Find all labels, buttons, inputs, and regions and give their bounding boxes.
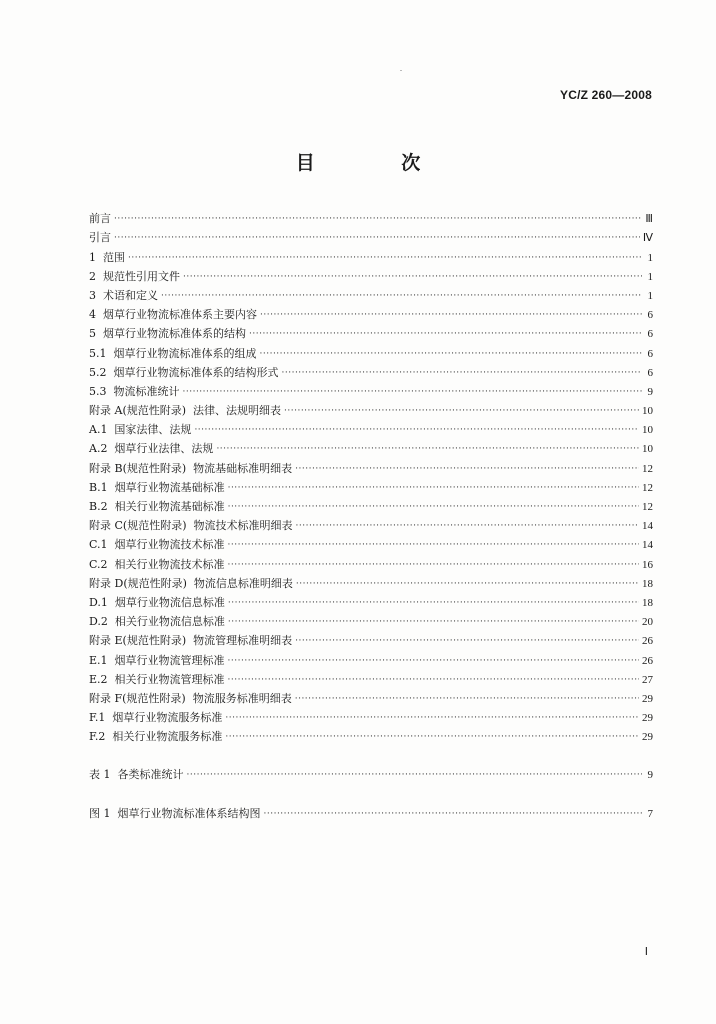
toc-entry-page: 29 — [642, 692, 653, 705]
toc-entry-page: 18 — [642, 596, 653, 609]
toc-entry — [89, 361, 653, 380]
toc-entry-page: 1 — [647, 270, 653, 283]
toc-entry-label: B.2 相关行业物流基础标准 — [89, 500, 225, 513]
toc-leader-dots — [225, 711, 639, 725]
toc-entry-page: 10 — [642, 405, 653, 418]
toc-leader-dots — [296, 577, 639, 591]
toc-entry — [89, 552, 653, 571]
toc-entry — [89, 418, 653, 437]
toc-entry-label: D.2 相关行业物流信息标准 — [89, 615, 225, 629]
toc-leader-dots — [228, 596, 639, 610]
toc-entry-label: 4 烟草行业物流标准体系主要内容 — [89, 308, 257, 322]
toc-entry-page: 9 — [647, 385, 653, 398]
toc-entry-page: Ⅳ — [642, 232, 653, 245]
toc-leader-dots — [114, 231, 640, 245]
toc-leader-dots — [161, 289, 642, 303]
toc-entry-page: 26 — [642, 635, 653, 648]
toc-entry-label: F.2 相关行业物流服务标准 — [89, 730, 223, 744]
toc-entry-label: E.1 烟草行业物流管理标准 — [89, 653, 225, 667]
toc-entry-label: 1 范围 — [89, 250, 125, 264]
toc-entry — [89, 533, 653, 552]
toc-entry-label: 附录 E(规范性附录) 物流管理标准明细表 — [89, 634, 293, 648]
toc-leader-dots — [284, 404, 639, 418]
toc-entry — [89, 284, 653, 303]
toc-entry-page: 29 — [642, 712, 653, 725]
toc-leader-dots — [228, 538, 639, 552]
toc-entry — [89, 380, 653, 399]
toc-leader-dots — [228, 481, 639, 495]
toc-entry — [89, 245, 653, 264]
toc-leader-dots — [228, 558, 639, 572]
toc-leader-dots — [228, 615, 639, 629]
toc-entry-label: C.1 烟草行业物流技术标准 — [89, 538, 225, 552]
toc-entry-page: 20 — [642, 616, 653, 629]
toc-entry-page: 29 — [642, 731, 653, 744]
toc-entry — [89, 668, 653, 687]
toc-leader-dots — [128, 251, 642, 265]
toc-entry-label: 表 1 各类标准统计 — [89, 768, 184, 782]
toc-entry-label: A.2 烟草行业法律、法规 — [89, 442, 214, 456]
toc-entry-label: 图 1 烟草行业物流标准体系结构图 — [89, 806, 261, 820]
toc-entry-page: Ⅲ — [645, 213, 653, 226]
toc-entry — [89, 226, 653, 245]
toc-entry-label: 2 规范性引用文件 — [89, 269, 180, 283]
toc-entry-page: 14 — [642, 539, 653, 552]
toc-leader-dots — [187, 768, 643, 782]
toc-entry-page: 1 — [647, 289, 653, 302]
document-code: YC/Z 260—2008 — [560, 88, 652, 102]
toc-entry-label: A.1 国家法律、法规 — [89, 423, 192, 437]
toc-entry-page: 10 — [642, 424, 653, 437]
toc-entry-page: 26 — [642, 654, 653, 667]
toc-leader-dots — [260, 347, 643, 361]
toc-entry-page: 6 — [647, 309, 653, 322]
toc-entry — [89, 610, 653, 629]
toc-leader-dots — [228, 500, 639, 514]
toc-entry-page: 12 — [642, 501, 653, 513]
toc-entry — [89, 476, 653, 495]
toc-spacer — [89, 782, 653, 801]
toc-entry-page: 6 — [647, 328, 653, 341]
scan-speck — [400, 70, 402, 71]
toc-entry-label: B.1 烟草行业物流基础标准 — [89, 480, 225, 494]
toc-leader-dots — [216, 442, 639, 456]
toc-leader-dots — [264, 807, 643, 821]
toc-entry-label: F.1 烟草行业物流服务标准 — [89, 711, 223, 725]
toc-leader-dots — [183, 270, 642, 284]
toc-entry-label: 5.2 烟草行业物流标准体系的结构形式 — [89, 365, 279, 379]
toc-entry-page: 18 — [642, 577, 653, 590]
toc-entry-label: D.1 烟草行业物流信息标准 — [89, 595, 225, 609]
toc-entry-label: 前言 — [89, 212, 111, 226]
toc-entry-label: 5.3 物流标准统计 — [89, 384, 180, 398]
toc-leader-dots — [282, 366, 643, 380]
toc-figures-section — [89, 801, 653, 820]
toc-leader-dots — [295, 692, 639, 706]
toc-entry — [89, 303, 653, 322]
toc-main-section — [89, 207, 653, 744]
toc-leader-dots — [260, 308, 642, 322]
toc-entry — [89, 322, 653, 341]
toc-entry-page: 12 — [642, 481, 653, 494]
toc-entry — [89, 687, 653, 706]
toc-entry-page: 16 — [642, 558, 653, 571]
toc-entry — [89, 514, 653, 533]
table-of-contents — [89, 207, 653, 821]
toc-leader-dots — [228, 673, 639, 687]
toc-entry-label: 5 烟草行业物流标准体系的结构 — [89, 327, 246, 341]
toc-entry — [89, 437, 653, 456]
toc-entry — [89, 572, 653, 591]
toc-entry-label: 附录 C(规范性附录) 物流技术标准明细表 — [89, 519, 293, 533]
toc-entry — [89, 456, 653, 475]
toc-entry — [89, 725, 653, 744]
toc-entry-label: 5.1 烟草行业物流标准体系的组成 — [89, 346, 257, 360]
toc-entry — [89, 591, 653, 610]
toc-tables-section — [89, 763, 653, 782]
toc-leader-dots — [249, 327, 642, 341]
toc-entry-label: 3 术语和定义 — [89, 288, 158, 302]
toc-entry-label: 附录 B(规范性附录) 物流基础标准明细表 — [89, 461, 293, 475]
toc-entry-page: 12 — [642, 462, 653, 475]
toc-leader-dots — [225, 730, 639, 744]
toc-entry — [89, 648, 653, 667]
toc-entry-label: 引言 — [89, 231, 111, 245]
toc-leader-dots — [183, 385, 643, 399]
toc-entry-page: 9 — [647, 769, 653, 782]
toc-entry-label: 附录 F(规范性附录) 物流服务标准明细表 — [89, 691, 292, 705]
toc-entry-label: 附录 A(规范性附录) 法律、法规明细表 — [89, 404, 282, 418]
toc-entry — [89, 495, 653, 514]
toc-entry — [89, 265, 653, 284]
toc-entry-label: E.2 相关行业物流管理标准 — [89, 672, 225, 686]
toc-entry-label: C.2 相关行业物流技术标准 — [89, 557, 225, 571]
toc-entry-page: 14 — [642, 520, 653, 533]
toc-entry — [89, 763, 653, 782]
toc-entry-page: 6 — [647, 366, 653, 379]
toc-leader-dots — [295, 462, 639, 476]
toc-entry-page: 1 — [647, 251, 653, 264]
toc-leader-dots — [194, 423, 639, 437]
toc-entry-page: 27 — [642, 673, 653, 686]
toc-entry-page: 6 — [647, 347, 653, 360]
page-number: Ⅰ — [644, 946, 648, 958]
toc-entry — [89, 207, 653, 226]
toc-leader-dots — [228, 654, 639, 668]
toc-entry-page: 10 — [642, 443, 653, 456]
page-title: 目 次 — [295, 152, 461, 174]
toc-entry — [89, 629, 653, 648]
toc-entry — [89, 399, 653, 418]
toc-leader-dots — [295, 634, 639, 648]
toc-spacer — [89, 744, 653, 763]
toc-entry — [89, 801, 653, 820]
toc-entry-page: 7 — [647, 807, 653, 820]
toc-entry-label: 附录 D(规范性附录) 物流信息标准明细表 — [89, 576, 293, 590]
toc-entry — [89, 341, 653, 360]
toc-leader-dots — [114, 212, 642, 226]
toc-entry — [89, 706, 653, 725]
toc-leader-dots — [296, 519, 640, 533]
